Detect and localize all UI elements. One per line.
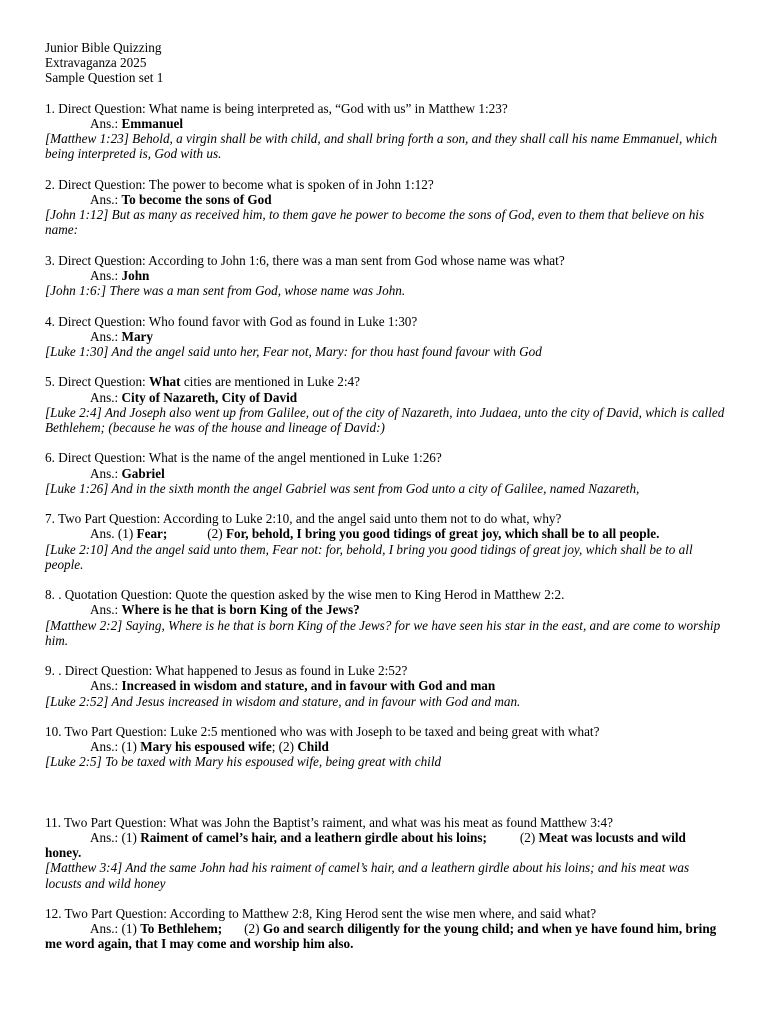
answer-text: To become the sons of God — [121, 192, 272, 207]
answer-text: Emmanuel — [121, 116, 184, 131]
scripture-reference: [Luke 1:30] And the angel said unto her, Fear not, Mary: for thou hast found favour with God — [45, 344, 542, 359]
answer-text: City of Nazareth, City of David — [121, 389, 298, 405]
scripture-reference: [John 1:12] But as many as received him, to them gave he power to become the sons of God, even to them that believe on his name: — [45, 207, 705, 238]
answer-prefix: Ans.: — [90, 328, 122, 344]
scripture-reference: [Matthew 3:4] And the same John had his raiment of camel’s hair, and a leathern girdle about his loins; and his meat was locusts and wild honey — [45, 860, 690, 891]
question-block — [45, 815, 725, 891]
document-page — [45, 40, 725, 952]
header-title-line-3: Sample Question set 1 — [45, 70, 164, 86]
question-block — [45, 450, 725, 496]
question-text: 10. Two Part Question: Luke 2:5 mentioned who was with Joseph to be taxed and being great with what? — [45, 723, 600, 739]
question-text: 2. Direct Question: The power to become what is spoken of in John 1:12? — [45, 176, 434, 192]
question-block — [45, 101, 725, 162]
answer-line — [45, 526, 725, 541]
answer-prefix: Ans.: (1) — [90, 739, 141, 755]
answer-prefix: Ans.: — [90, 116, 122, 131]
question-text: 11. Two Part Question: What was John the Baptist’s raiment, and what was his meat as found Matthew 3:4? — [45, 814, 614, 830]
scripture-reference: [Luke 2:4] And Joseph also went up from Galilee, out of the city of Nazareth, into Judaea, unto the city of David, which is called Bethlehem; (because he was of the house and lineage of David:) — [45, 404, 725, 435]
question-block — [45, 587, 725, 648]
question-text: 6. Direct Question: What is the name of the angel mentioned in Luke 1:26? — [45, 450, 442, 466]
question-text: 3. Direct Question: According to John 1:6, there was a man sent from God whose name was what? — [45, 252, 565, 268]
answer-part-2-prefix: ; (2) — [271, 739, 298, 755]
answer-line — [45, 678, 725, 693]
answer-part-2-prefix: (2) — [244, 921, 263, 937]
question-block — [45, 511, 725, 572]
question-block — [45, 374, 725, 435]
answer-prefix: Ans.: — [90, 389, 122, 405]
header-title-line-2: Extravaganza 2025 — [45, 55, 147, 71]
answer-text: Where is he that is born King of the Jews? — [121, 602, 360, 618]
answer-prefix: Ans.: — [90, 678, 122, 694]
answer-part-2: Meat was locusts and wild honey. — [45, 829, 686, 861]
document-header — [45, 40, 725, 86]
answer-prefix: Ans.: — [90, 465, 122, 481]
answer-line — [45, 921, 725, 951]
question-text-start: 5. Direct Question: — [45, 374, 150, 390]
answer-prefix: Ans.: (1) — [90, 829, 141, 845]
question-text-end: cities are mentioned in Luke 2:4? — [180, 374, 360, 390]
scripture-reference: [Matthew 1:23] Behold, a virgin shall be with child, and shall bring forth a son, and they shall call his name Emmanuel, which being interpreted is, God with us. — [45, 131, 718, 162]
answer-line — [45, 329, 725, 344]
answer-line — [45, 390, 725, 405]
scripture-reference: [John 1:6:] There was a man sent from God, whose name was John. — [45, 283, 406, 299]
answer-line — [45, 602, 725, 617]
answer-line — [45, 268, 725, 283]
scripture-reference: [Luke 2:5] To be taxed with Mary his espoused wife, being great with child — [45, 754, 442, 770]
answer-part-1: Fear; — [136, 526, 168, 542]
answer-line — [45, 739, 725, 754]
question-text: 8. . Quotation Question: Quote the question asked by the wise men to King Herod in Matthew 2:2. — [45, 587, 565, 603]
answer-part-2: For, behold, I bring you good tidings of great joy, which shall be to all people. — [225, 526, 660, 542]
answer-prefix: Ans.: (1) — [90, 921, 141, 937]
answer-line — [45, 830, 725, 860]
answer-part-2-prefix: (2) — [519, 829, 539, 845]
answer-line — [45, 466, 725, 481]
answer-text: Increased in wisdom and stature, and in favour with God and man — [121, 678, 496, 694]
answer-prefix: Ans. (1) — [90, 526, 137, 542]
header-title-line-1: Junior Bible Quizzing — [45, 40, 162, 55]
answer-part-2-prefix: (2) — [207, 526, 226, 542]
question-block — [45, 177, 725, 238]
answer-part-1: Raiment of camel’s hair, and a leathern girdle about his loins; — [140, 829, 487, 845]
question-text: 9. . Direct Question: What happened to Jesus as found in Luke 2:52? — [45, 663, 408, 679]
answer-part-2: Child — [297, 739, 329, 755]
answer-text: Mary — [121, 328, 154, 344]
question-block — [45, 906, 725, 952]
answer-text: Gabriel — [121, 465, 165, 481]
question-text: 12. Two Part Question: According to Matthew 2:8, King Herod sent the wise men where, and said what? — [45, 905, 597, 921]
scripture-reference: [Matthew 2:2] Saying, Where is he that is born King of the Jews? for we have seen his star in the east, and are come to worship him. — [45, 617, 721, 648]
question-block — [45, 663, 725, 709]
question-block — [45, 314, 725, 360]
scripture-reference: [Luke 2:52] And Jesus increased in wisdom and stature, and in favour with God and man. — [45, 693, 521, 709]
answer-prefix: Ans.: — [90, 602, 122, 618]
question-block — [45, 253, 725, 299]
answer-text: John — [121, 268, 150, 283]
answer-line — [45, 116, 725, 131]
answer-part-2: Go and search diligently for the young child; and when ye have found him, bring me word again, that I may come and worship him also. — [45, 921, 717, 952]
answer-prefix: Ans.: — [90, 192, 122, 207]
answer-part-1: To Bethlehem; — [140, 921, 223, 937]
answer-prefix: Ans.: — [90, 268, 122, 283]
scripture-reference: [Luke 2:10] And the angel said unto them, Fear not: for, behold, I bring you good tidings of great joy, which shall be to all people. — [45, 541, 693, 572]
answer-line — [45, 192, 725, 207]
blank-spacer — [45, 770, 725, 800]
scripture-reference: [Luke 1:26] And in the sixth month the angel Gabriel was sent from God unto a city of Galilee, named Nazareth, — [45, 480, 640, 496]
question-text: 7. Two Part Question: According to Luke 2:10, and the angel said unto them not to do what, why? — [45, 511, 562, 527]
question-text-bold: What — [149, 374, 181, 390]
answer-part-1: Mary his espoused wife — [140, 739, 272, 755]
question-text — [45, 374, 725, 389]
question-text: 4. Direct Question: Who found favor with God as found in Luke 1:30? — [45, 313, 418, 329]
question-text: 1. Direct Question: What name is being interpreted as, “God with us” in Matthew 1:23? — [45, 100, 508, 116]
question-block — [45, 724, 725, 770]
